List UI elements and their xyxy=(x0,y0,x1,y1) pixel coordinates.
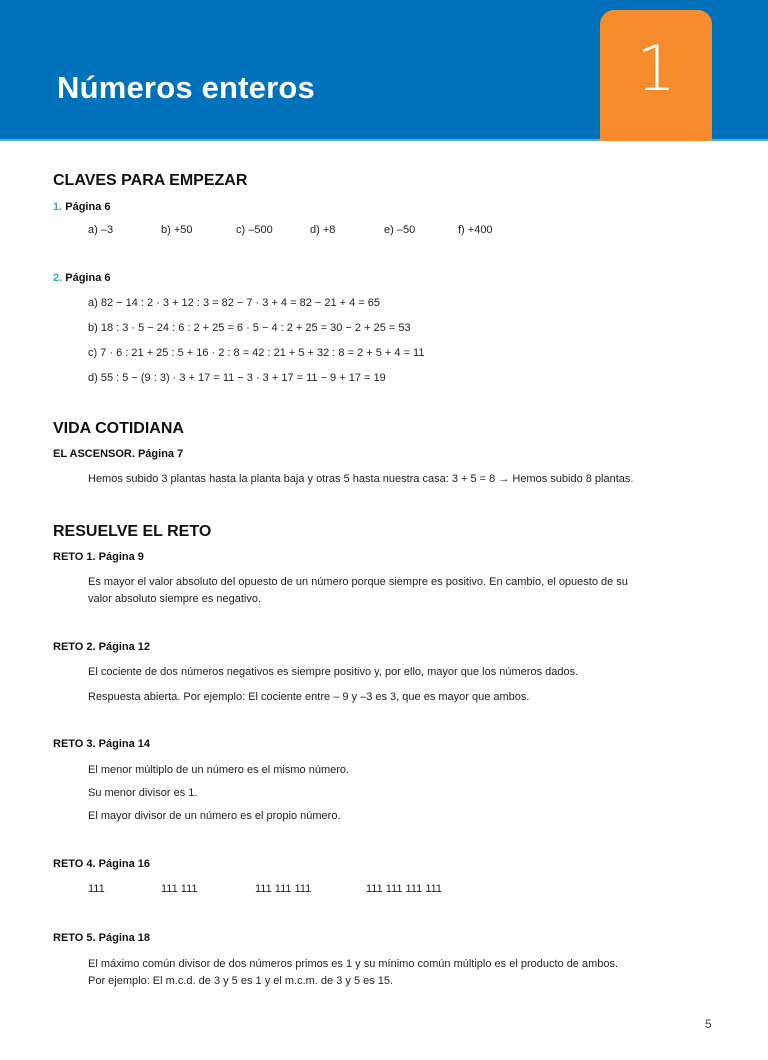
reto-2-heading: RETO 2. Página 12 xyxy=(53,641,151,653)
answer-e: e) –50 xyxy=(384,224,416,236)
reto-5-line-2: Por ejemplo: El m.c.d. de 3 y 5 es 1 y el m.c.m. de 3 y 5 es 15. xyxy=(88,975,394,987)
reto-2-line-2: Respuesta abierta. Por ejemplo: El cociente entre – 9 y –3 es 3, que es mayor que ambos. xyxy=(88,691,530,703)
reto-4-heading: RETO 4. Página 16 xyxy=(53,858,151,870)
reto-3-line-3: El mayor divisor de un número es el propio número. xyxy=(88,810,341,822)
reto-1-heading: RETO 1. Página 9 xyxy=(53,551,144,563)
section-title-reto: RESUELVE EL RETO xyxy=(53,523,212,540)
answer-d: d) +8 xyxy=(310,224,336,236)
exercise-2-heading xyxy=(53,272,111,284)
exercise-page: Página 6 xyxy=(65,272,111,284)
exercise-number: 2. xyxy=(53,272,63,284)
exercise-1-heading xyxy=(53,201,111,213)
vida-subtitle: EL ASCENSOR. Página 7 xyxy=(53,448,184,460)
reto-1-line-2: valor absoluto siempre es negativo. xyxy=(88,593,262,605)
value-3: 111 111 111 xyxy=(255,883,312,895)
answer-a: a) –3 xyxy=(88,224,114,236)
chapter-number-tab xyxy=(600,10,712,141)
exercise-2-line-a: a) 82 − 14 : 2 · 3 + 12 : 3 = 82 − 7 · 3 + 4 = 82 − 21 + 4 = 65 xyxy=(88,297,381,309)
exercise-2-line-c: c) 7 · 6 : 21 + 25 : 5 + 16 · 2 : 8 = 42 : 21 + 5 + 32 : 8 = 2 + 5 + 4 = 11 xyxy=(88,347,425,359)
exercise-2-line-d: d) 55 : 5 − (9 : 3) · 3 + 17 = 11 − 3 · 3 + 17 = 11 − 9 + 17 = 19 xyxy=(88,372,386,384)
section-title-vida: VIDA COTIDIANA xyxy=(53,420,184,437)
reto-3-line-1: El menor múltiplo de un número es el mismo número. xyxy=(88,764,350,776)
chapter-title: Números enteros xyxy=(57,70,315,105)
answer-c: c) –500 xyxy=(236,224,273,236)
reto-3-line-2: Su menor divisor es 1. xyxy=(88,787,198,799)
value-4: 111 111 111 111 xyxy=(366,883,443,895)
exercise-2-line-b: b) 18 : 3 · 5 − 24 : 6 : 2 + 25 = 6 · 5 − 4 : 2 + 25 = 30 − 2 + 25 = 53 xyxy=(88,322,411,334)
answer-f: f) +400 xyxy=(458,224,493,236)
page-number: 5 xyxy=(705,1017,712,1031)
reto-1-line-1: Es mayor el valor absoluto del opuesto de un número porque siempre es positivo. En cambio, el opuesto de su xyxy=(88,576,628,588)
section-title-claves: CLAVES PARA EMPEZAR xyxy=(53,172,248,189)
value-1: 111 xyxy=(88,883,105,895)
reto-3-heading: RETO 3. Página 14 xyxy=(53,738,151,750)
chapter-number: 1 xyxy=(636,32,676,105)
reto-2-line-1: El cociente de dos números negativos es siempre positivo y, por ello, mayor que los números dados. xyxy=(88,666,579,678)
exercise-page: Página 6 xyxy=(65,201,111,213)
value-2: 111 111 xyxy=(161,883,198,895)
answer-b: b) +50 xyxy=(161,224,193,236)
vida-text: Hemos subido 3 plantas hasta la planta baja y otras 5 hasta nuestra casa: 3 + 5 = 8 → Hemos subido 8 plantas. xyxy=(88,473,634,485)
chapter-banner xyxy=(0,0,768,141)
exercise-number: 1. xyxy=(53,201,63,213)
reto-5-heading: RETO 5. Página 18 xyxy=(53,932,151,944)
reto-5-line-1: El máximo común divisor de dos números primos es 1 y su mínimo común múltiplo es el producto de ambos. xyxy=(88,958,619,970)
